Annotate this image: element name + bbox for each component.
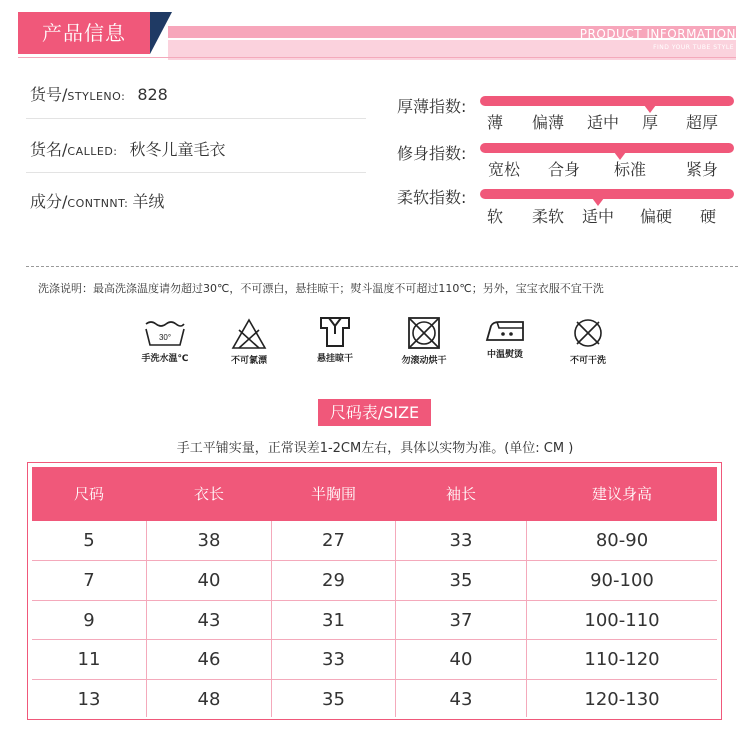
- care-item-iron: [470, 318, 540, 360]
- section-header: [18, 12, 736, 57]
- fit-index-label: 修身指数:: [397, 144, 467, 163]
- table-cell: 33: [322, 649, 345, 670]
- index-option: 柔软: [531, 207, 565, 226]
- no-bleach-icon: [231, 318, 267, 350]
- table-header-cell: 半胸围: [310, 485, 356, 503]
- info-divider: [26, 172, 366, 173]
- table-cell: 27: [322, 530, 345, 551]
- care-item-no-tumble-dry: [389, 316, 459, 366]
- index-option: 超厚: [685, 113, 719, 132]
- material-label-en: CONTNNT:: [67, 197, 129, 210]
- table-cell: 31: [322, 610, 345, 631]
- table-cell: 38: [197, 530, 221, 551]
- material-value: 羊绒: [132, 192, 165, 211]
- table-cell: 46: [197, 649, 221, 670]
- table-cell: 100-110: [584, 610, 660, 631]
- care-label: 手洗水温℃: [141, 354, 189, 364]
- index-option: 宽松: [487, 160, 521, 179]
- index-option: 硬: [699, 207, 717, 226]
- no-dry-clean-icon: [571, 316, 605, 350]
- iron-medium-icon: [483, 318, 527, 344]
- care-item-hang-dry: [300, 316, 370, 364]
- table-cell: 13: [77, 689, 101, 710]
- name-label-en: CALLED:: [67, 145, 118, 158]
- care-label: 悬挂晾干: [316, 354, 353, 364]
- fit-index-bar: [480, 143, 734, 153]
- table-cell: 43: [197, 610, 221, 631]
- style-label-en: STYLENO:: [67, 90, 126, 103]
- name-value: 秋冬儿童毛衣: [129, 140, 226, 159]
- size-chart-note: 手工平铺实量，正常误差1-2CM左右，具体以实物为准。(单位: CM ): [176, 441, 574, 456]
- table-header: [32, 467, 717, 521]
- table-cell: 29: [322, 570, 345, 591]
- table-cell: 5: [83, 530, 95, 551]
- table-cell: 11: [77, 649, 101, 670]
- table-cell: 35: [322, 689, 345, 710]
- washing-instructions: 洗涤说明：最高洗涤温度请勿超过30℃，不可漂白，悬挂晾干；熨斗温度不可超过110℃；另外，宝宝衣服不宜干洗: [38, 282, 604, 295]
- hang-dry-icon: [317, 316, 353, 348]
- style-number-row: [30, 82, 168, 105]
- care-item-no-bleach: [214, 318, 284, 366]
- index-option: 偏硬: [639, 207, 673, 226]
- table-cell: 9: [83, 610, 95, 631]
- table-cell: 33: [449, 530, 473, 551]
- wash-temperature: 30°: [158, 333, 172, 342]
- index-option: 适中: [586, 113, 620, 132]
- care-label: 勿滚动烘干: [401, 356, 447, 366]
- dashed-divider: [26, 266, 738, 267]
- material-row: [30, 189, 164, 212]
- table-cell: 37: [449, 610, 473, 631]
- hand-wash-icon: [143, 318, 187, 348]
- no-tumble-dry-icon: [407, 316, 441, 350]
- table-header-cell: 建议身高: [591, 485, 652, 503]
- care-label: 中温熨烫: [486, 350, 523, 360]
- product-name-row: [30, 137, 226, 160]
- section-subtitle-en: FIND YOUR TUBE STYLE: [653, 44, 734, 51]
- thickness-index-bar: [480, 96, 734, 106]
- section-title: 产品信息: [18, 12, 150, 54]
- size-table: [27, 462, 722, 720]
- material-label-cn: 成分/: [30, 192, 68, 211]
- table-header-cell: 袖长: [445, 485, 476, 503]
- table-cell: 48: [197, 689, 221, 710]
- info-divider: [26, 118, 366, 119]
- table-cell: 7: [83, 570, 95, 591]
- softness-index-bar: [480, 189, 734, 199]
- index-option: 薄: [486, 113, 504, 132]
- table-header-cell: 尺码: [73, 485, 104, 503]
- table-cell: 40: [197, 570, 221, 591]
- table-cell: 35: [449, 570, 473, 591]
- table-header-cell: 衣长: [193, 485, 224, 503]
- table-cell: 90-100: [590, 570, 654, 591]
- index-option: 合身: [547, 160, 581, 179]
- softness-index-label: 柔软指数:: [397, 188, 467, 207]
- style-value: 828: [137, 85, 168, 104]
- name-label-cn: 货名/: [30, 140, 68, 159]
- index-option: 偏薄: [531, 113, 565, 132]
- size-chart-title: 尺码表/SIZE: [318, 399, 431, 426]
- table-cell: 43: [449, 689, 473, 710]
- care-label: 不可干洗: [569, 356, 606, 366]
- table-cell: 110-120: [584, 649, 660, 670]
- table-cell: 40: [449, 649, 473, 670]
- care-item-hand-wash: [130, 318, 200, 364]
- section-title-en: PRODUCT INFORMATION: [579, 27, 736, 41]
- table-cell: 120-130: [584, 689, 660, 710]
- style-label-cn: 货号/: [30, 85, 68, 104]
- index-option: 厚: [641, 113, 659, 132]
- care-item-no-dry-clean: [553, 316, 623, 366]
- care-label: 不可氯漂: [230, 356, 267, 366]
- table-cell: 80-90: [595, 530, 649, 551]
- index-option: 软: [486, 207, 504, 226]
- header-divider: [18, 57, 736, 58]
- index-option: 适中: [581, 207, 615, 226]
- index-option: 标准: [613, 160, 647, 179]
- thickness-index-label: 厚薄指数:: [397, 97, 467, 116]
- index-option: 紧身: [685, 160, 719, 179]
